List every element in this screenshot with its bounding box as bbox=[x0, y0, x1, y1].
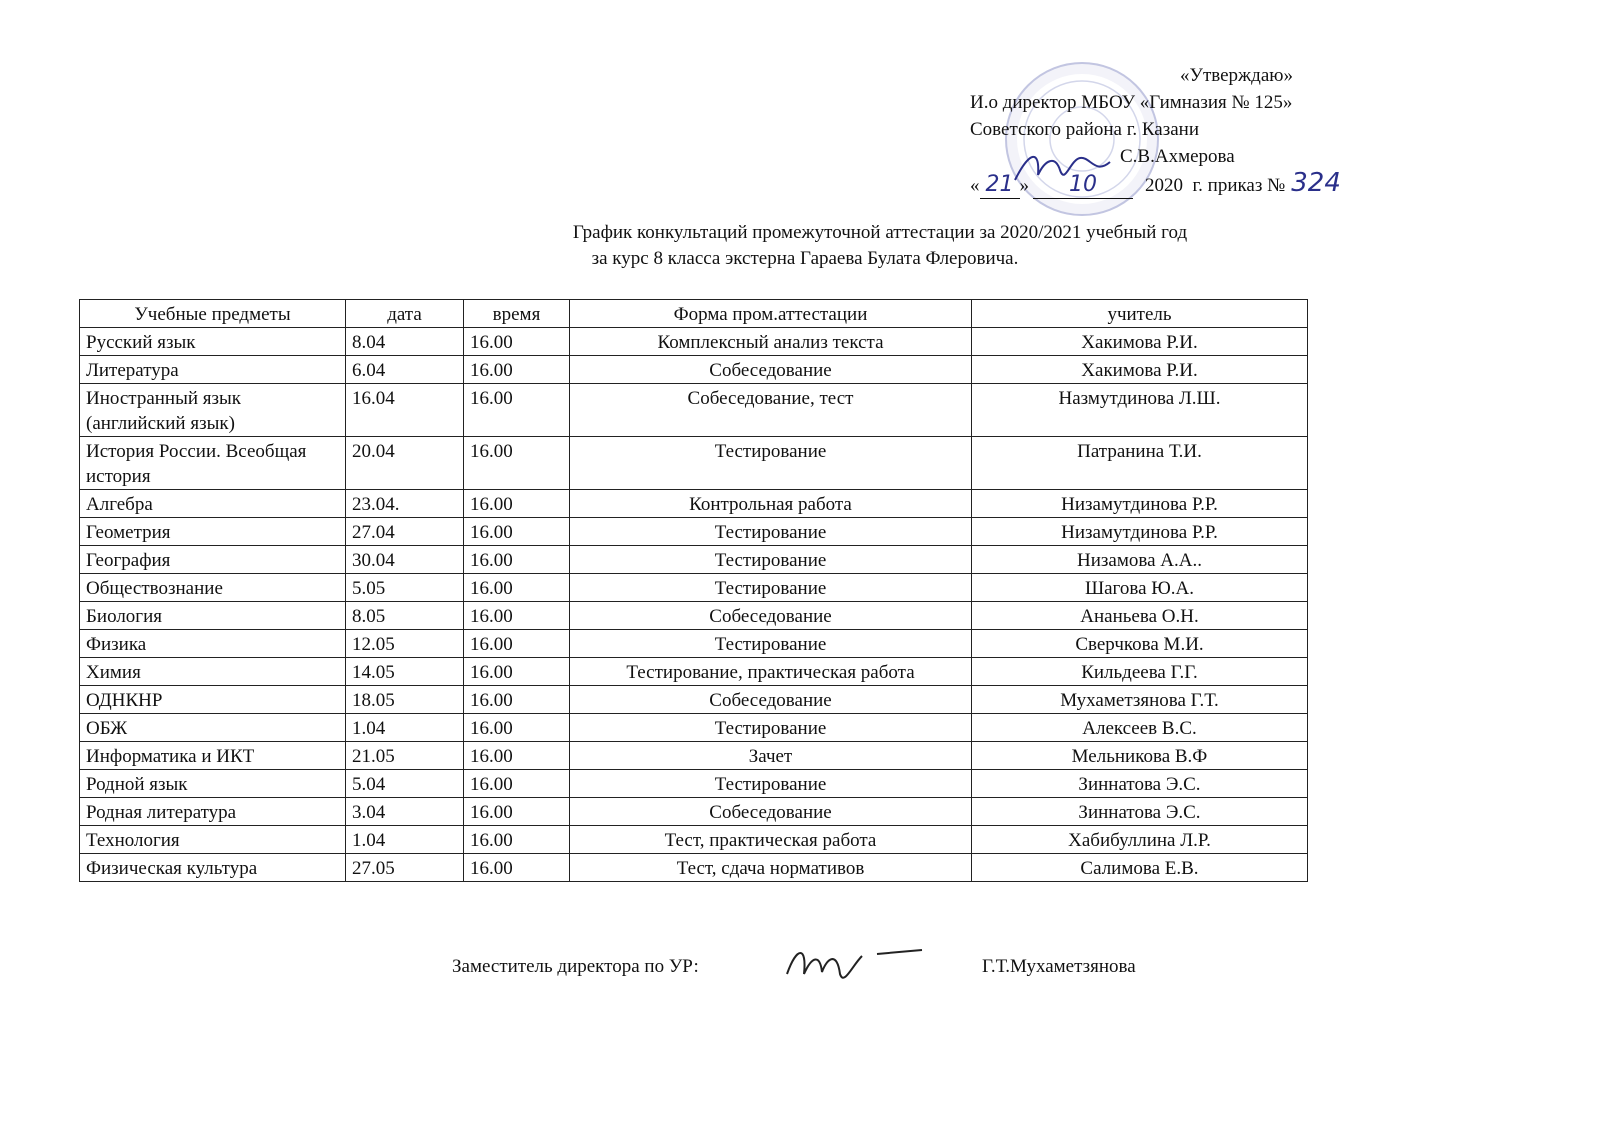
cell-teacher: Хакимова Р.И. bbox=[972, 356, 1308, 384]
cell-time: 16.00 bbox=[464, 518, 570, 546]
cell-teacher: Низамутдинова Р.Р. bbox=[972, 490, 1308, 518]
cell-subject: Химия bbox=[80, 658, 346, 686]
cell-time: 16.00 bbox=[464, 798, 570, 826]
cell-teacher: Ананьева О.Н. bbox=[972, 602, 1308, 630]
cell-date: 27.04 bbox=[346, 518, 464, 546]
cell-time: 16.00 bbox=[464, 742, 570, 770]
table-row bbox=[80, 630, 1308, 658]
cell-form: Собеседование bbox=[570, 686, 972, 714]
cell-date: 27.05 bbox=[346, 854, 464, 882]
header-date: дата bbox=[346, 300, 464, 328]
deputy-signature bbox=[782, 936, 932, 986]
header-teacher: учитель bbox=[972, 300, 1308, 328]
cell-date: 5.05 bbox=[346, 574, 464, 602]
cell-teacher: Мельникова В.Ф bbox=[972, 742, 1308, 770]
cell-subject: Геометрия bbox=[80, 518, 346, 546]
table-row bbox=[80, 686, 1308, 714]
approval-signer: С.В.Ахмерова bbox=[1120, 146, 1235, 167]
cell-form: Зачет bbox=[570, 742, 972, 770]
cell-form: Тест, практическая работа bbox=[570, 826, 972, 854]
cell-form: Контрольная работа bbox=[570, 490, 972, 518]
cell-form: Тест, сдача нормативов bbox=[570, 854, 972, 882]
cell-form: Тестирование bbox=[570, 714, 972, 742]
cell-teacher: Низамутдинова Р.Р. bbox=[972, 518, 1308, 546]
cell-time: 16.00 bbox=[464, 328, 570, 356]
footer-name: Г.Т.Мухаметзянова bbox=[982, 956, 1136, 977]
header-time: время bbox=[464, 300, 570, 328]
footer-position: Заместитель директора по УР: bbox=[452, 956, 699, 977]
cell-subject: ОДНКНР bbox=[80, 686, 346, 714]
cell-teacher: Зиннатова Э.С. bbox=[972, 770, 1308, 798]
cell-subject: Биология bbox=[80, 602, 346, 630]
cell-form: Тестирование bbox=[570, 770, 972, 798]
cell-teacher: Назмутдинова Л.Ш. bbox=[972, 384, 1308, 437]
cell-teacher: Салимова Е.В. bbox=[972, 854, 1308, 882]
cell-teacher: Зиннатова Э.С. bbox=[972, 798, 1308, 826]
cell-teacher: Хакимова Р.И. bbox=[972, 328, 1308, 356]
cell-teacher: Хабибуллина Л.Р. bbox=[972, 826, 1308, 854]
header-subject: Учебные предметы bbox=[80, 300, 346, 328]
cell-time: 16.00 bbox=[464, 602, 570, 630]
approval-month: 10 bbox=[1033, 171, 1133, 199]
cell-time: 16.00 bbox=[464, 490, 570, 518]
cell-form: Тестирование bbox=[570, 437, 972, 490]
table-row bbox=[80, 356, 1308, 384]
cell-time: 16.00 bbox=[464, 826, 570, 854]
cell-subject: История России. Всеобщая история bbox=[80, 437, 346, 490]
cell-date: 21.05 bbox=[346, 742, 464, 770]
cell-form: Тестирование bbox=[570, 574, 972, 602]
cell-teacher: Кильдеева Г.Г. bbox=[972, 658, 1308, 686]
cell-subject: География bbox=[80, 546, 346, 574]
table-row bbox=[80, 714, 1308, 742]
cell-subject: Русский язык bbox=[80, 328, 346, 356]
table-row bbox=[80, 328, 1308, 356]
cell-form: Собеседование, тест bbox=[570, 384, 972, 437]
cell-subject: Технология bbox=[80, 826, 346, 854]
cell-form: Собеседование bbox=[570, 356, 972, 384]
cell-date: 1.04 bbox=[346, 714, 464, 742]
table-row bbox=[80, 854, 1308, 882]
table-row bbox=[80, 437, 1308, 490]
cell-form: Тестирование bbox=[570, 546, 972, 574]
cell-form: Тестирование bbox=[570, 518, 972, 546]
table-row bbox=[80, 490, 1308, 518]
table-row bbox=[80, 602, 1308, 630]
cell-date: 3.04 bbox=[346, 798, 464, 826]
table-row bbox=[80, 742, 1308, 770]
cell-date: 8.04 bbox=[346, 328, 464, 356]
cell-form: Тестирование bbox=[570, 630, 972, 658]
cell-time: 16.00 bbox=[464, 356, 570, 384]
cell-time: 16.00 bbox=[464, 854, 570, 882]
cell-form: Комплексный анализ текста bbox=[570, 328, 972, 356]
cell-date: 8.05 bbox=[346, 602, 464, 630]
table-row bbox=[80, 546, 1308, 574]
approval-district: Советского района г. Казани bbox=[970, 119, 1200, 140]
cell-subject: Литература bbox=[80, 356, 346, 384]
cell-form: Собеседование bbox=[570, 602, 972, 630]
cell-date: 30.04 bbox=[346, 546, 464, 574]
cell-date: 1.04 bbox=[346, 826, 464, 854]
cell-subject: Физика bbox=[80, 630, 346, 658]
table-header-row bbox=[80, 300, 1308, 328]
cell-subject: Информатика и ИКТ bbox=[80, 742, 346, 770]
schedule-table bbox=[79, 299, 1308, 882]
approval-signature bbox=[1010, 140, 1120, 200]
cell-time: 16.00 bbox=[464, 658, 570, 686]
cell-teacher: Шагова Ю.А. bbox=[972, 574, 1308, 602]
cell-teacher: Низамова А.А.. bbox=[972, 546, 1308, 574]
cell-time: 16.00 bbox=[464, 384, 570, 437]
table-row bbox=[80, 518, 1308, 546]
cell-date: 12.05 bbox=[346, 630, 464, 658]
cell-date: 20.04 bbox=[346, 437, 464, 490]
cell-date: 14.05 bbox=[346, 658, 464, 686]
cell-subject: Иностранный язык (английский язык) bbox=[80, 384, 346, 437]
header-form: Форма пром.аттестации bbox=[570, 300, 972, 328]
cell-date: 16.04 bbox=[346, 384, 464, 437]
approval-day: 21 bbox=[980, 171, 1020, 199]
cell-date: 5.04 bbox=[346, 770, 464, 798]
title-line-2: за курс 8 класса экстерна Гараева Булата Флеровича. bbox=[591, 248, 1019, 269]
cell-subject: Обществознание bbox=[80, 574, 346, 602]
table-row bbox=[80, 798, 1308, 826]
cell-time: 16.00 bbox=[464, 714, 570, 742]
cell-date: 6.04 bbox=[346, 356, 464, 384]
cell-teacher: Патранина Т.И. bbox=[972, 437, 1308, 490]
cell-form: Собеседование bbox=[570, 798, 972, 826]
table-row bbox=[80, 770, 1308, 798]
approval-date-line: « 21 » 10 2020 г. приказ № 324 bbox=[970, 168, 1341, 198]
table-row bbox=[80, 384, 1308, 437]
cell-date: 18.05 bbox=[346, 686, 464, 714]
cell-subject: Физическая культура bbox=[80, 854, 346, 882]
cell-subject: Родной язык bbox=[80, 770, 346, 798]
cell-teacher: Сверчкова М.И. bbox=[972, 630, 1308, 658]
table-row bbox=[80, 574, 1308, 602]
cell-subject: Родная литература bbox=[80, 798, 346, 826]
cell-subject: Алгебра bbox=[80, 490, 346, 518]
cell-form: Тестирование, практическая работа bbox=[570, 658, 972, 686]
document-title bbox=[420, 220, 1340, 272]
cell-time: 16.00 bbox=[464, 574, 570, 602]
cell-time: 16.00 bbox=[464, 686, 570, 714]
cell-teacher: Мухаметзянова Г.Т. bbox=[972, 686, 1308, 714]
approval-director: И.о директор МБОУ «Гимназия № 125» bbox=[970, 92, 1293, 113]
approval-order-number: 324 bbox=[1291, 168, 1341, 198]
footer-signature-line bbox=[452, 948, 1212, 988]
approval-heading: «Утверждаю» bbox=[1180, 65, 1293, 86]
cell-time: 16.00 bbox=[464, 630, 570, 658]
cell-teacher: Алексеев В.С. bbox=[972, 714, 1308, 742]
title-line-1: График конкультаций промежуточной аттестации за 2020/2021 учебный год bbox=[572, 222, 1188, 243]
cell-time: 16.00 bbox=[464, 770, 570, 798]
table-row bbox=[80, 826, 1308, 854]
cell-date: 23.04. bbox=[346, 490, 464, 518]
cell-subject: ОБЖ bbox=[80, 714, 346, 742]
cell-time: 16.00 bbox=[464, 437, 570, 490]
table-row bbox=[80, 658, 1308, 686]
cell-time: 16.00 bbox=[464, 546, 570, 574]
approval-order-text: 2020 г. приказ № bbox=[1145, 175, 1286, 196]
